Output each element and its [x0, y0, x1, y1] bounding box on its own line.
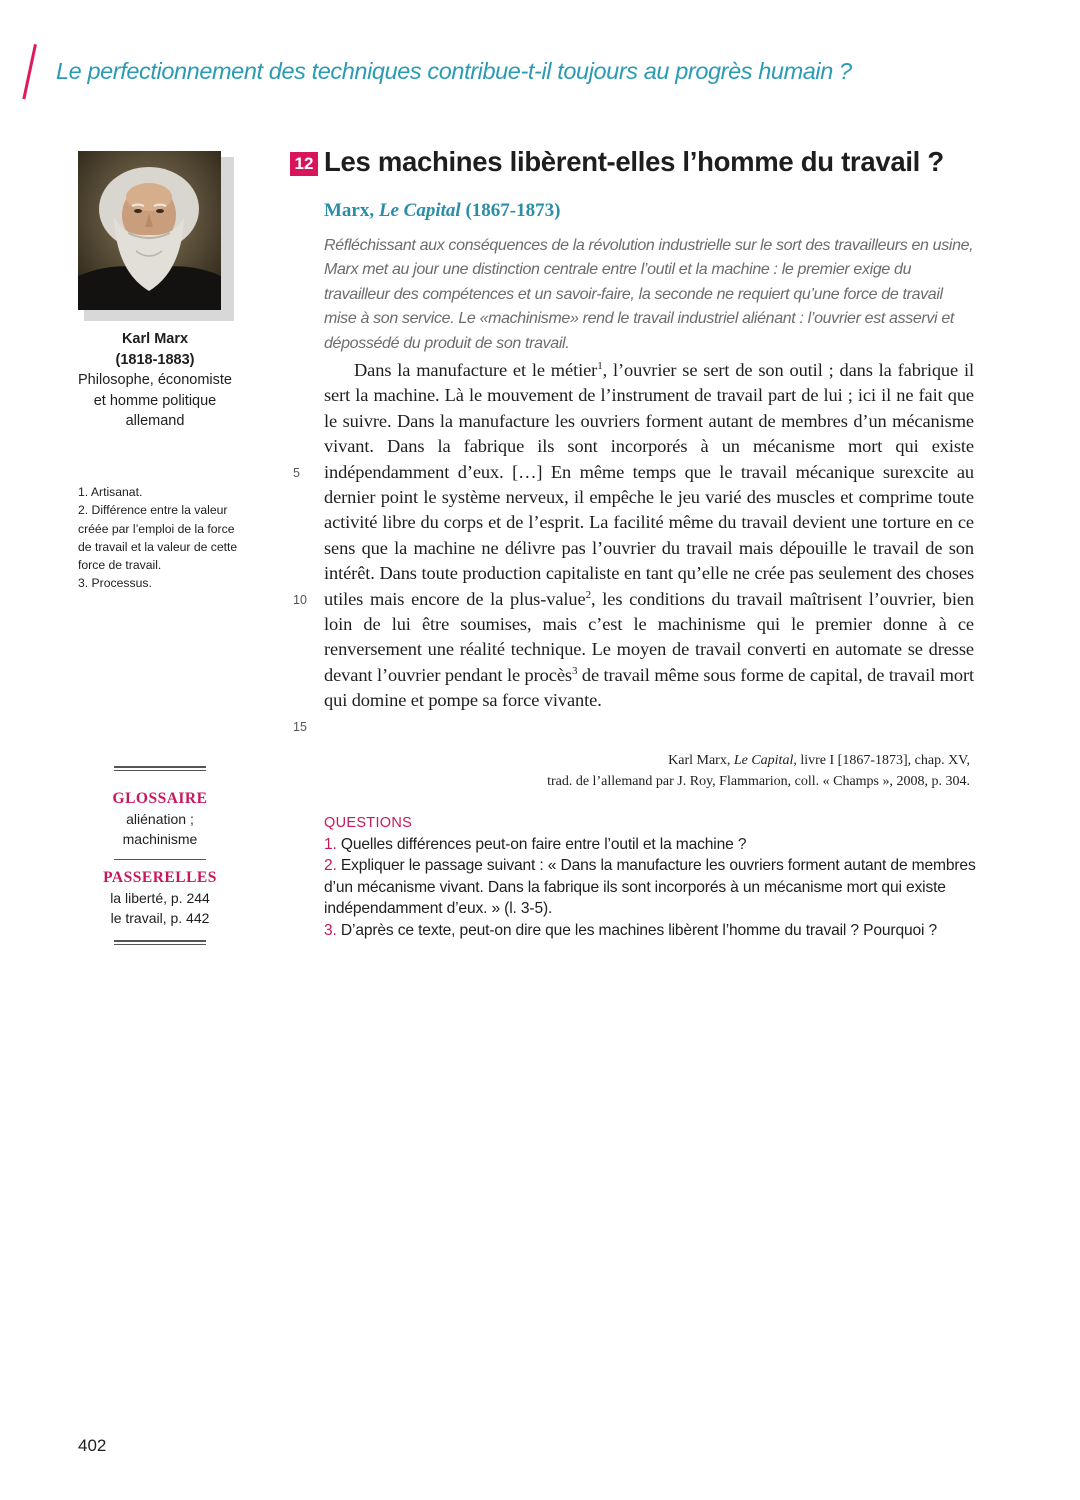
divider	[114, 940, 206, 945]
question-item: 1. Quelles différences peut-on faire entre l’outil et la machine ?	[324, 836, 747, 853]
passerelle-link-liberte[interactable]: la liberté, p. 244	[110, 890, 210, 906]
footnotes	[78, 483, 238, 593]
line-number: 15	[293, 720, 307, 734]
questions-list	[324, 834, 984, 941]
author-description: Philosophe, économiste et homme politique allemand	[78, 372, 232, 429]
chapter-title: Le perfectionnement des techniques contribue-t-il toujours au progrès humain ?	[56, 58, 852, 84]
passerelle-link-travail[interactable]: le travail, p. 442	[110, 910, 210, 926]
line-number: 5	[293, 466, 300, 480]
divider	[114, 766, 206, 771]
document-introduction: Réfléchissant aux conséquences de la révolution industrielle sur le sort des travailleurs en usine, Marx met au jour une distinction centrale entre l’outil et la machine : le premier exige du travailleur des compétences et un savoir-faire, la seconde ne requiert qu’une force de travail mise à son service. Le «machinisme» rend le travail industriel aliénant : l’ouvrier est asservi et dépossédé du produit de son travail.	[324, 237, 974, 352]
source-author: Marx,	[324, 200, 379, 221]
portrait-frame	[78, 151, 221, 310]
page-number: 402	[78, 1436, 107, 1455]
portrait-image	[78, 151, 221, 310]
source-years: (1867-1873)	[460, 200, 561, 221]
footnote-3: 3. Processus.	[78, 576, 152, 591]
author-name: Karl Marx	[121, 331, 189, 347]
footnote-2: 2. Différence entre la valeur créée par l’emploi de la force de travail et la valeur de cette force de travail.	[78, 503, 238, 573]
footnote-1: 1. Artisanat.	[78, 485, 143, 499]
document-title: Les machines libèrent-elles l’homme du travail ?	[324, 146, 944, 177]
source-heading	[324, 200, 560, 222]
footnote-ref-2: 2	[585, 588, 591, 601]
source-book: Le Capital	[378, 200, 461, 221]
glossary-text: aliénation ; machinisme	[122, 811, 198, 847]
glossary-box	[100, 766, 220, 945]
questions-heading: QUESTIONS	[324, 815, 413, 831]
line-number: 10	[293, 593, 307, 607]
document-text: Dans la manufacture et le métier$^1$, l’ouvrier se sert de son outil ; dans la fabrique il sert la machine. Là le mouvement de l’instrument de travail part de lui ; ici il ne fait que le suivre. Dans la manufacture les ouvriers forment autant de membres d’un mécanisme vivant. Dans la fabrique ils sont incorporés à un mécanisme mort qui existe indépendamment d’eux. […] En même temps que le travail mécanique surexcite au dernier point le système nerveux, il empêche le jeu varié des muscles et comprime toute activité libre du corps et de l’esprit. La facilité même du travail devient une torture en ce sens que la machine ne délivre pas l’ouvrier du travail mais dépouille le travail de son intérêt. Dans toute production capitaliste en tant qu’elle ne crée pas seulement des choses utiles mais encore de la plus-value$^2$, les conditions du travail maîtrisent l’ouvrier, bien loin de lui être soumises, mais c’est le machinisme qui le premier donne à ce renversement une réalité technique. Le moyen de travail converti en automate se dresse devant l’ouvrier pendant le procès$^3$ de travail même sous forme de capital, de travail mort qui domine et pompe sa force vivante.	[324, 359, 974, 711]
portrait-caption	[70, 329, 240, 432]
footnote-ref-3: 3	[571, 664, 578, 677]
header-accent-slash	[22, 44, 37, 99]
passerelles-heading: PASSERELLES	[103, 869, 217, 886]
glossary-heading: GLOSSAIRE	[112, 790, 208, 807]
source-reference: Karl Marx, Le Capital, livre I [1867-1873], chap. XV, trad. de l’allemand par J. Roy, Flammarion, coll. « Champs », 2008, p. 304.	[547, 753, 970, 789]
question-item: 3. D’après ce texte, peut-on dire que les machines libèrent l’homme du travail ? Pourquoi ?	[324, 921, 938, 939]
question-item: 2. Expliquer le passage suivant : « Dans la manufacture les ouvriers forment autant de membres d’un mécanisme vivant. Dans la fabrique ils sont incorporés à un mécanisme mort qui existe indépendamment d’eux. » (l. 3-5).	[324, 857, 976, 918]
divider	[114, 859, 206, 860]
document-number-badge: 12	[290, 152, 318, 176]
footnote-ref-1: 1	[597, 359, 603, 372]
author-dates: (1818-1883)	[115, 351, 195, 368]
